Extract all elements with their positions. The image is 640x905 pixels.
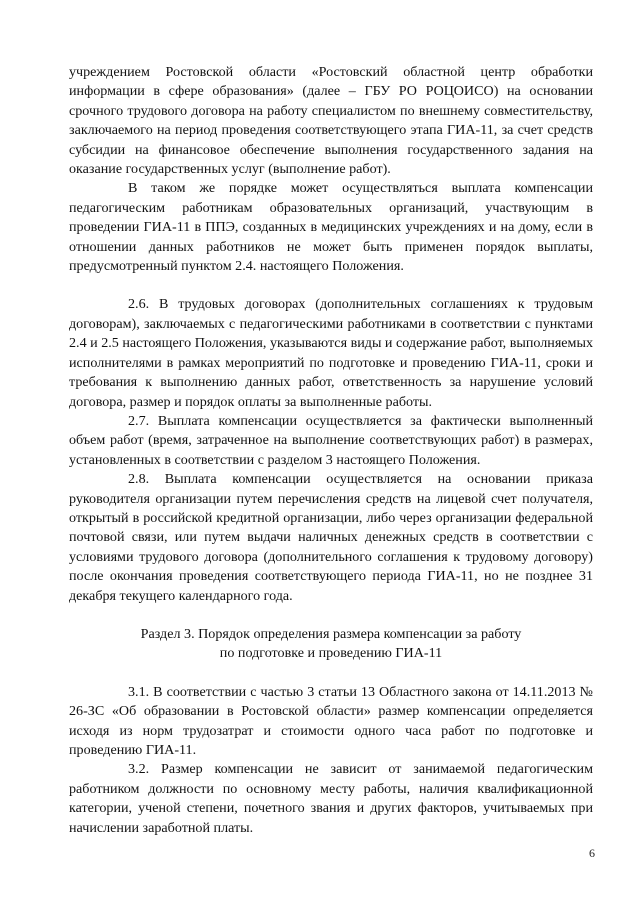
paragraph-continuation: учреждением Ростовской области «Ростовский областной центр обработки информации в сфере образования» (далее – ГБУ РО РОЦОИСО) на основании срочного трудового договора на работу специалистом по внешнему совместительству, заключаемого на период проведения соответствующего этапа ГИА-11, за счет средств субсидии на финансовое обеспечение выполнения государственного задания на оказание государственных услуг (выполнение работ). [69,64,593,178]
clause-3-1: 3.1. В соответствии с частью 3 статьи 13 Областного закона от 14.11.2013 № 26-ЗС «Об образовании в Ростовской области» размер компенсации определяется исходя из норм трудозатрат и стоимости одного часа работ по подготовке и проведению ГИА-11. [69,683,593,758]
section-3-heading-line2: по подготовке и проведению ГИА-11 [219,645,443,662]
spacer [69,664,593,683]
section-3-heading-line1: Раздел 3. Порядок определения размера компенсации за работу [140,625,522,642]
spacer [69,606,593,625]
clause-2-8: 2.8. Выплата компенсации осуществляется на основании приказа руководителя организации путем перечисления средств на лицевой счет получателя, открытый в российской кредитной организации, либо через организации федеральной почтовой связи, или путем выдачи наличных денежных средств в соответствии с условиями трудового договора (дополнительного соглашения к трудовому договору) после окончания проведения соответствующего периода ГИА-11, но не позднее 31 декабря текущего календарного года. [69,471,593,604]
document-page [69,63,593,838]
paragraph-same-procedure: В таком же порядке может осуществляться выплата компенсации педагогическим работникам образовательных организаций, участвующим в проведении ГИА-11 в ППЭ, созданных в медицинских учреждениях и на дому, если в отношении данных работников не может быть применен порядок выплаты, предусмотренный пунктом 2.4. настоящего Положения. [69,180,593,275]
clause-2-6: 2.6. В трудовых договорах (дополнительных соглашениях к трудовым договорам), заключаемых с педагогическими работниками в соответствии с пунктами 2.4 и 2.5 настоящего Положения, указываются виды и содержание работ, выполняемых исполнителями в рамках мероприятий по подготовке и проведению ГИА-11, сроки и требования к выполнению данных работ, ответственность за нарушение условий договора, размер и порядок оплаты за выполненные работы. [69,296,593,410]
clause-2-7: 2.7. Выплата компенсации осуществляется за фактически выполненный объем работ (время, затраченное на выполнение соответствующих работ) в размерах, установленных в соответствии с разделом 3 настоящего Положения. [69,412,593,468]
section-3-heading [69,625,593,664]
spacer [69,276,593,295]
clause-3-2: 3.2. Размер компенсации не зависит от занимаемой педагогическим работником должности по основному месту работы, наличия квалификационной категории, ученой степени, почетного звания и других факторов, учитываемых при начислении заработной платы. [69,761,593,836]
page-number: 6 [589,846,595,860]
